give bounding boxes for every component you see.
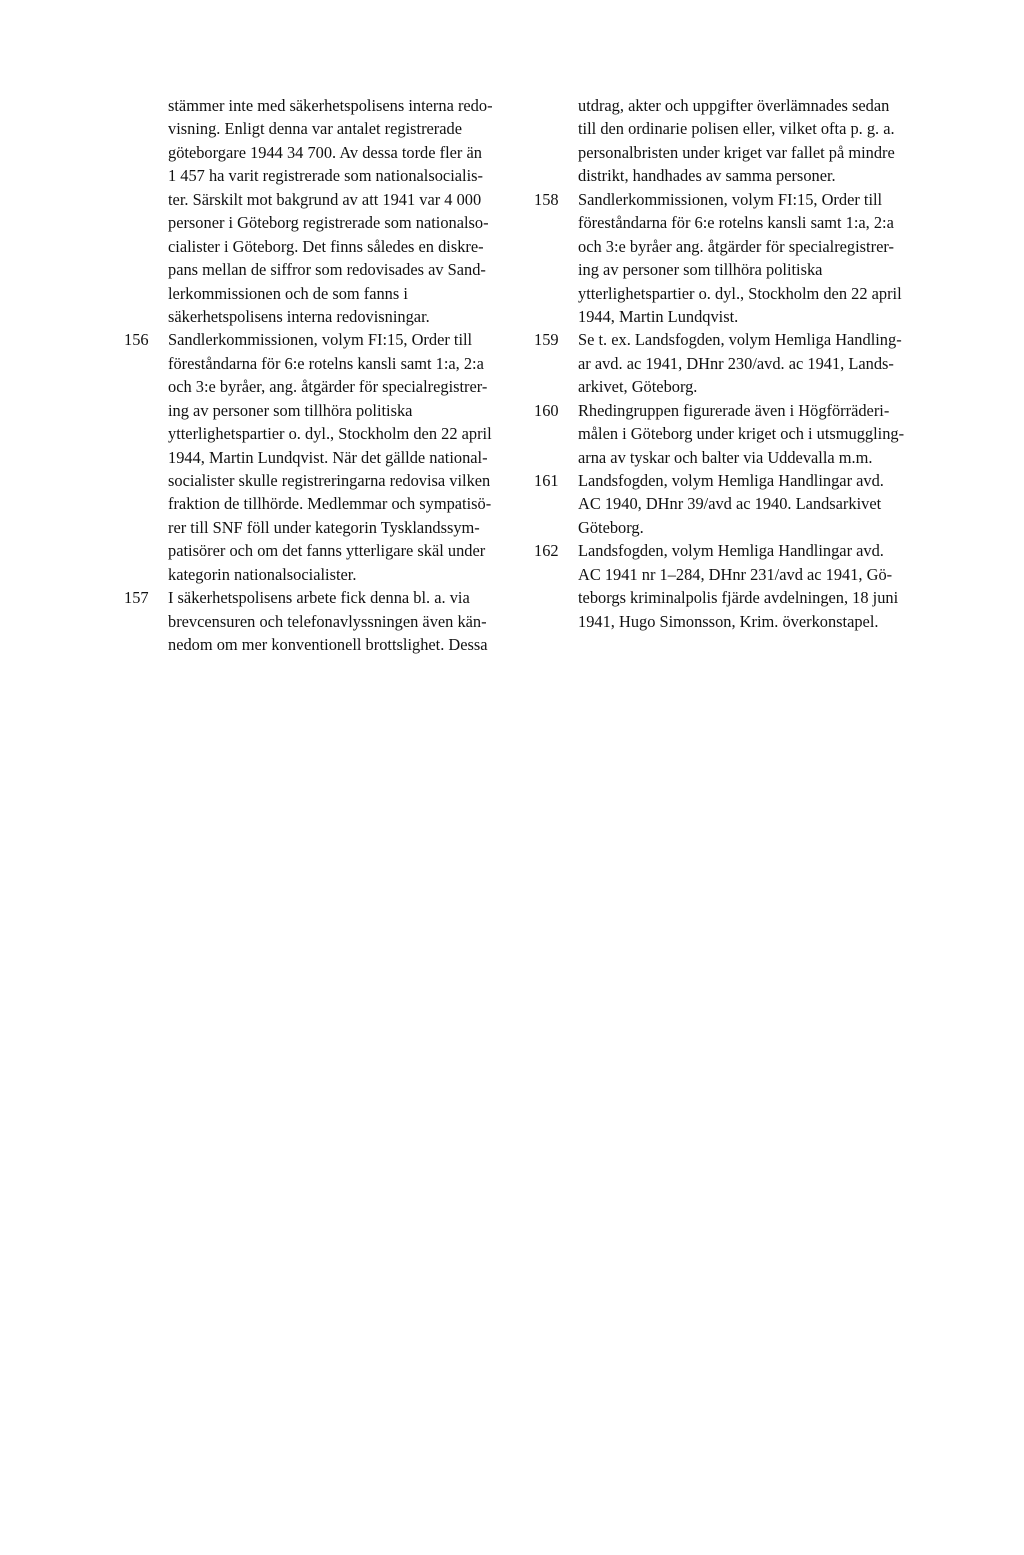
text-line: [534, 446, 934, 469]
text-line: [124, 469, 524, 492]
footnote-number: 156: [124, 330, 149, 350]
footnote-number: 160: [534, 400, 559, 420]
text-line: [534, 328, 934, 351]
text-line: [534, 375, 934, 398]
footnote-text: Landsfogden, volym Hemliga Handlingar avd.: [578, 541, 884, 561]
text-line: [124, 211, 524, 234]
text-line: [124, 305, 524, 328]
footnote-text: utdrag, akter och uppgifter överlämnades sedan: [578, 96, 890, 115]
text-line: [124, 117, 524, 140]
footnote-continuation: [124, 94, 524, 328]
footnote-text: Rhedingruppen figurerade även i Högförräderi-: [578, 400, 890, 420]
text-line: [534, 282, 934, 305]
footnote-text: nedom om mer konventionell brottslighet. Dessa: [168, 635, 488, 655]
footnote-text: ytterlighetspartier o. dyl., Stockholm den 22 april: [578, 283, 902, 303]
text-line: [534, 141, 934, 164]
footnote-text: ytterlighetspartier o. dyl., Stockholm den 22 april: [168, 424, 492, 444]
footnote: [534, 399, 934, 469]
text-line: [534, 94, 934, 117]
footnote-text: Landsfogden, volym Hemliga Handlingar avd.: [578, 471, 884, 490]
text-line: [534, 258, 934, 281]
text-line: [534, 305, 934, 328]
text-line: [124, 258, 524, 281]
left-column: [124, 94, 524, 657]
text-line: [124, 516, 524, 539]
text-line: [124, 446, 524, 469]
footnote-text: lerkommissionen och de som fanns i: [168, 283, 408, 303]
footnote-text: och 3:e byråer ang. åtgärder för specialregistrer-: [578, 236, 894, 256]
text-line: [124, 235, 524, 258]
footnote: [534, 328, 934, 398]
footnote-text: 1944, Martin Lundqvist.: [578, 306, 739, 326]
footnote-text: visning. Enligt denna var antalet registrerade: [168, 119, 463, 139]
text-line: [124, 141, 524, 164]
text-line: [534, 211, 934, 234]
text-line: [534, 422, 934, 445]
footnote-number: 159: [534, 330, 559, 350]
footnote-text: 1941, Hugo Simonsson, Krim. överkonstapel.: [578, 611, 879, 631]
footnote-text: arkivet, Göteborg.: [578, 377, 698, 397]
footnote-text: brevcensuren och telefonavlyssningen även kän-: [168, 611, 487, 631]
text-line: [534, 188, 934, 211]
text-line: [124, 633, 524, 656]
text-line: [124, 282, 524, 305]
text-line: [534, 399, 934, 422]
text-line: [534, 586, 934, 609]
footnote-text: fraktion de tillhörde. Medlemmar och sympatisö-: [168, 494, 492, 514]
footnote-text: stämmer inte med säkerhetspolisens interna redo-: [168, 96, 493, 115]
footnote-text: säkerhetspolisens interna redovisningar.: [168, 306, 430, 326]
text-line: [124, 188, 524, 211]
text-line: [534, 516, 934, 539]
footnote-text: cialister i Göteborg. Det finns således en diskre-: [168, 236, 484, 256]
text-line: [534, 539, 934, 562]
footnote-text: göteborgare 1944 34 700. Av dessa torde fler än: [168, 142, 482, 162]
footnote-text: personer i Göteborg registrerade som nationalso-: [168, 213, 489, 233]
text-line: [534, 610, 934, 633]
text-line: [124, 422, 524, 445]
footnote-text: socialister skulle registreringarna redovisa vilken: [168, 471, 491, 490]
text-line: [124, 563, 524, 586]
footnote-number: 162: [534, 541, 559, 561]
footnote-text: föreståndarna för 6:e rotelns kansli samt 1:a, 2:a: [168, 353, 484, 373]
text-line: [124, 352, 524, 375]
footnote-text: 1944, Martin Lundqvist. När det gällde national-: [168, 447, 488, 467]
text-line: [124, 375, 524, 398]
footnote-text: och 3:e byråer, ang. åtgärder för specialregistrer-: [168, 377, 488, 397]
text-line: [534, 117, 934, 140]
footnote-text: ing av personer som tillhöra politiska: [578, 260, 823, 280]
footnote-text: AC 1941 nr 1–284, DHnr 231/avd ac 1941, Gö-: [578, 564, 893, 584]
footnote-text: pans mellan de siffror som redovisades av Sand-: [168, 260, 486, 280]
text-line: [124, 94, 524, 117]
text-line: [124, 610, 524, 633]
footnote-text: 1 457 ha varit registrerade som nationalsocialis-: [168, 166, 483, 186]
footnote-text: ing av personer som tillhöra politiska: [168, 400, 413, 420]
text-line: [534, 352, 934, 375]
footnote: [534, 188, 934, 329]
footnote-text: personalbristen under kriget var fallet på mindre: [578, 142, 895, 162]
footnote-text: till den ordinarie polisen eller, vilket ofta p. g. a.: [578, 119, 895, 139]
footnote: [534, 469, 934, 539]
footnote-text: föreståndarna för 6:e rotelns kansli samt 1:a, 2:a: [578, 213, 894, 233]
text-line: [124, 399, 524, 422]
text-line: [124, 586, 524, 609]
footnote-text: Sandlerkommissionen, volym FI:15, Order till: [168, 330, 473, 350]
footnote: [124, 328, 524, 586]
footnote: [534, 539, 934, 633]
text-line: [534, 492, 934, 515]
footnote-text: kategorin nationalsocialister.: [168, 564, 357, 584]
footnote-text: Göteborg.: [578, 517, 644, 537]
footnote-text: teborgs kriminalpolis fjärde avdelningen, 18 juni: [578, 588, 899, 608]
text-line: [124, 164, 524, 187]
footnote-text: rer till SNF föll under kategorin Tysklandssym-: [168, 517, 480, 537]
right-column: [534, 94, 934, 633]
footnote-text: Sandlerkommissionen, volym FI:15, Order till: [578, 189, 883, 209]
text-line: [124, 492, 524, 515]
footnote-number: 158: [534, 189, 559, 209]
text-line: [534, 164, 934, 187]
footnote-text: AC 1940, DHnr 39/avd ac 1940. Landsarkivet: [578, 494, 882, 514]
footnote-text: arna av tyskar och balter via Uddevalla m.m.: [578, 447, 873, 467]
text-line: [124, 328, 524, 351]
footnote-continuation: [534, 94, 934, 188]
footnote-text: ter. Särskilt mot bakgrund av att 1941 var 4 000: [168, 189, 482, 209]
footnote-number: 161: [534, 471, 559, 490]
text-line: [534, 563, 934, 586]
footnote-text: målen i Göteborg under kriget och i utsmuggling-: [578, 424, 905, 444]
footnote-text: I säkerhetspolisens arbete fick denna bl. a. via: [168, 588, 470, 608]
text-line: [534, 469, 934, 492]
footnote: [124, 586, 524, 656]
footnote-text: distrikt, handhades av samma personer.: [578, 166, 836, 186]
footnote-number: 157: [124, 588, 149, 608]
footnote-text: ar avd. ac 1941, DHnr 230/avd. ac 1941, Lands-: [578, 353, 894, 373]
text-line: [534, 235, 934, 258]
footnote-text: Se t. ex. Landsfogden, volym Hemliga Handling-: [578, 330, 902, 350]
text-line: [124, 539, 524, 562]
footnote-text: patisörer och om det fanns ytterligare skäl under: [168, 541, 486, 561]
